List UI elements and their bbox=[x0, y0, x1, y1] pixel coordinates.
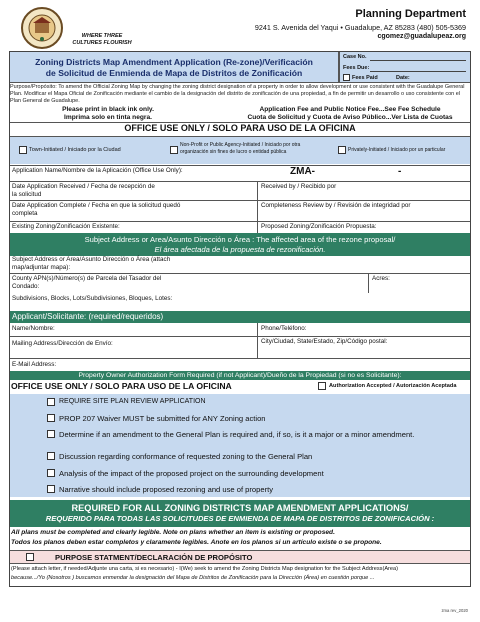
checklist-item-5: Analysis of the impact of the proposed project on the surrounding development bbox=[59, 469, 324, 478]
nonprofit-initiated-label: Non-Profit or Public Agency-Initiated / Iniciado por otra organización sin fines de lucro o entidad pública bbox=[180, 142, 301, 155]
checklist-checkbox-5[interactable] bbox=[47, 469, 55, 477]
office-case-box: Case No. Fees Due: Fees Paid Date: bbox=[339, 51, 471, 83]
applicant-phone-field[interactable]: Phone/Teléfono: bbox=[261, 325, 307, 332]
town-motto: WHERE THREE CULTURES FLOURISH bbox=[72, 33, 132, 46]
initiated-row bbox=[9, 136, 471, 164]
owner-authorization-header: Property Owner Authorization Form Required (if not Applicant)/Dueño de la Propiedad (si no es Solicitante): bbox=[9, 371, 471, 380]
completeness-review-label: Completeness Review by / Revisión de integridad por bbox=[261, 202, 411, 209]
checklist-item-1: REQUIRE SITE PLAN REVIEW APPLICATION bbox=[59, 398, 206, 405]
purpose-statement-title: PURPOSE STATMENT/DECLARACIÓN DE PROPÓSITO bbox=[55, 553, 253, 562]
office-use-title-2: OFFICE USE ONLY / SOLO PARA USO DE LA OFICINA bbox=[11, 381, 232, 391]
ink-notice: Please print in black ink only. Imprima solo en tinta negra. bbox=[62, 106, 154, 121]
department-email: cgomez@guadalupeaz.org bbox=[377, 33, 466, 40]
form-revision-code: zma rev_2020 bbox=[441, 608, 468, 613]
checklist-checkbox-1[interactable] bbox=[47, 398, 55, 406]
department-address: 9241 S. Avenida del Yaqui • Guadalupe, AZ 85283 (480) 505-5369 bbox=[254, 23, 466, 32]
existing-zoning-label: Existing Zoning/Zonificación Existente: bbox=[12, 223, 120, 230]
checklist-item-2: PROP 207 Waiver MUST be submitted for ANY Zoning action bbox=[59, 414, 266, 423]
applicant-header: Applicant/Solicitante: (required/requeridos) bbox=[9, 311, 471, 323]
checklist-checkbox-6[interactable] bbox=[47, 485, 55, 493]
received-by-label: Received by / Recibido por bbox=[261, 183, 337, 190]
apn-field[interactable]: County APN(s)/Número(s) de Parcela del Tasador del Condado: bbox=[12, 275, 162, 290]
application-name-label: Application Name/Nombre de la Aplicación (Office Use Only): bbox=[12, 167, 183, 174]
proposed-zoning-label: Proposed Zoning/Zonificación Propuesta: bbox=[261, 223, 377, 230]
applicant-name-field[interactable]: Name/Nombre: bbox=[12, 325, 55, 332]
checklist-checkbox-2[interactable] bbox=[47, 414, 55, 422]
date-received-label: Date Application Received / Fecha de recepción de la solicitud bbox=[12, 183, 155, 198]
checklist-item-3: Determine if an amendment to the General Plan is required and, if so, is it a major or a minor amendment. bbox=[59, 430, 415, 439]
office-use-title: OFFICE USE ONLY / SOLO PARA USO DE LA OFICINA bbox=[124, 123, 356, 133]
applicant-email-field[interactable]: E-Mail Address: bbox=[12, 361, 57, 368]
town-initiated-checkbox[interactable] bbox=[19, 146, 27, 154]
subject-address-field[interactable]: Subject Address or Area/Asunto Dirección o Área (attach map/adjuntar mapa): bbox=[12, 256, 171, 271]
private-initiated-label: Privately-Initiated / Iniciado por un particular bbox=[348, 147, 446, 153]
checklist-checkbox-4[interactable] bbox=[47, 452, 55, 460]
zma-number: ZMA- bbox=[290, 166, 315, 177]
date-complete-label: Date Application Complete / Fecha en que la solicitud quedó completa bbox=[12, 202, 181, 217]
town-seal-logo bbox=[20, 6, 64, 50]
purpose-text: Purpose/Propósito: To amend the Official Zoning Map by changing the zoning district designation of a property in order to allow development or use consistent with the Guadalupe General Plan. Modificar el Mapa Oficial de Zonificación mediante el cambio de la designación del distrito de zonificación de una propiedad, a fin de permitir un desarrollo o uso consistente con el Plan General de Guadalupe. bbox=[10, 84, 465, 104]
form-title: Zoning Districts Map Amendment Application (Re-zone)/Verificación de Solicitud de Enmienda de Mapa de Distritos de Zonificación bbox=[9, 51, 339, 83]
authorization-accepted-checkbox[interactable] bbox=[318, 382, 326, 390]
zma-dash: - bbox=[398, 166, 402, 177]
required-header: REQUIRED FOR ALL ZONING DISTRICTS MAP AMENDMENT APPLICATIONS/ REQUERIDO PARA TODAS LAS SOLICITUDES DE ENMIENDA DE MAPA DE DISTRITOS DE ZONIFICACIÓN : bbox=[9, 500, 471, 527]
department-name: Planning Department bbox=[355, 8, 466, 20]
nonprofit-initiated-checkbox[interactable] bbox=[170, 146, 178, 154]
checklist-checkbox-3[interactable] bbox=[47, 430, 55, 438]
acres-field[interactable]: Acres: bbox=[372, 275, 390, 282]
all-plans-note: All plans must be completed and clearly legible. Note on plans whether an item is existing or proposed. Todos los planos deben estar completos y claramente legibles. Anote en los planos si un artículo existe o se propone. bbox=[11, 529, 382, 546]
subdivisions-field[interactable]: Subdivisions, Blocks, Lots/Subdivisiones, Bloques, Lotes: bbox=[12, 295, 173, 302]
authorization-accepted-label: Authorization Accepted / Autorización Aceptada bbox=[329, 383, 457, 389]
checklist-item-4: Discussion regarding conformance of requested zoning to the General Plan bbox=[59, 452, 313, 461]
fee-notice: Application Fee and Public Notice Fee...See Fee Schedule Cuota de Solicitud y Cuota de Aviso Público...Ver Lista de Cuotas bbox=[247, 106, 453, 121]
applicant-city-field[interactable]: City/Ciudad, State/Estado, Zip/Código postal: bbox=[261, 338, 388, 345]
checklist-panel bbox=[9, 394, 471, 497]
subject-address-header: Subject Address or Area/Asunto Dirección o Área : The affected area of the rezone proposal/ El área afectada de la propuesta de rezonificación. bbox=[9, 233, 471, 256]
fees-paid-checkbox[interactable] bbox=[343, 74, 350, 81]
purpose-statement-text: (Please attach letter, if needed/Adjunte una carta, si es necesario) - I(We) seek to amend the Zoning Districts Map designation for the Subject Address(Area) because.../Yo (Nosotros ) buscamos enmendar la designación del Mapa de Distritos de Zonificación para la Dirección (Área) en cuestión porque ... bbox=[11, 566, 398, 581]
checklist-item-6: Narrative should include proposed rezoning and use of property bbox=[59, 485, 274, 494]
purpose-statement-checkbox[interactable] bbox=[26, 553, 34, 561]
town-initiated-label: Town-Initiated / Iniciado por la Ciudad bbox=[29, 147, 121, 153]
private-initiated-checkbox[interactable] bbox=[338, 146, 346, 154]
applicant-mailing-field[interactable]: Mailing Address/Dirección de Envío: bbox=[12, 340, 113, 347]
